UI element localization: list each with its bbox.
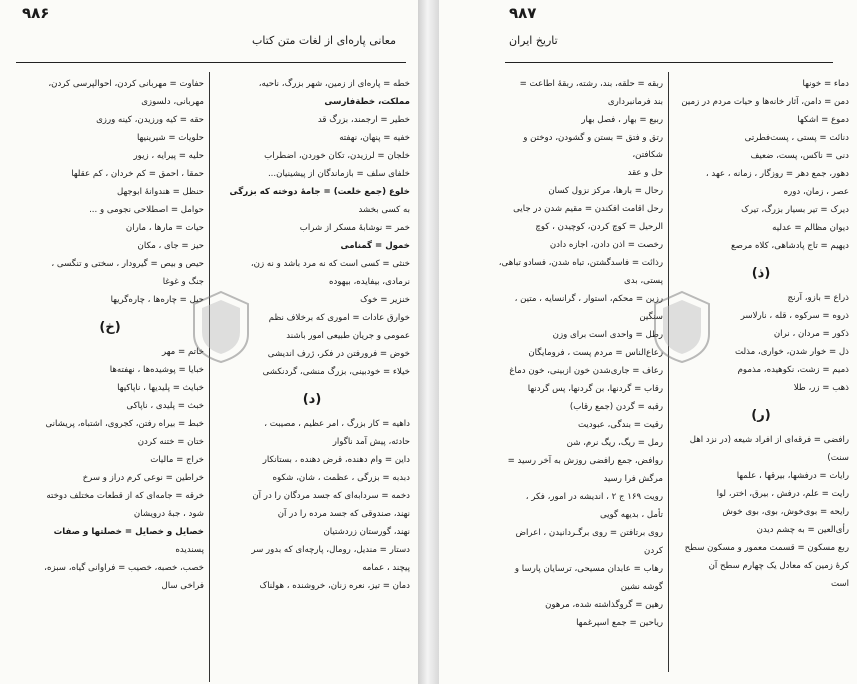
glossary-entry: خبایا = پوشیده‌ها ، نهفته‌ها xyxy=(109,365,204,375)
glossary-entry: حفاوت = مهربانی کردن، احوالپرسی کردن، xyxy=(48,79,204,89)
glossary-entry: حمقا ، احمق = کم خردان ، کم عقلها xyxy=(71,169,204,179)
glossary-entry: خلجان = لرزیدن، تکان خوردن، اضطراب xyxy=(264,151,410,161)
glossary-entry: حل و عقد xyxy=(627,168,663,178)
glossary-entry: رزین = محکم، استوار ، گرانسایه ، متین ، xyxy=(514,294,663,304)
glossary-entry: داین = وام دهنده، قرض دهنده ، بستانکار xyxy=(262,455,410,465)
glossary-entry: خراطین = نوعی کرم دراز و سرخ xyxy=(82,473,204,483)
glossary-entry: خنزیر = خوک xyxy=(360,295,410,305)
glossary-entry: خاتم = مهر xyxy=(161,347,204,357)
glossary-entry: حنظل = هندوانهٔ ابوجهل xyxy=(116,187,204,197)
glossary-entry: مرگش فرا رسید xyxy=(603,474,663,484)
glossary-entry: خوض = فرورفتن در فکر، ژرف اندیشی xyxy=(267,349,410,359)
glossary-entry: سنت) xyxy=(827,453,849,463)
glossary-entry: خراج = مالیات xyxy=(150,455,204,465)
glossary-entry: سنگین xyxy=(639,312,663,322)
glossary-entry: است xyxy=(830,579,849,589)
glossary-entry: دبدبه = بزرگی ، عظمت ، شان، شکوه xyxy=(272,473,410,483)
book-gutter xyxy=(418,0,439,684)
glossary-entry: حیز = جای ، مکان xyxy=(137,241,204,251)
glossary-entry: خبایث = پلیدیها ، ناپاکیها xyxy=(117,383,204,393)
glossary-entry: ختان = ختنه کردن xyxy=(137,437,204,447)
glossary-entry: ذکور = مردان ، نران xyxy=(773,329,849,339)
glossary-entry: رویت ۱۶۹ ج ۲ ، اندیشه در امور، فکر ، xyxy=(525,492,663,502)
glossary-entry: خطه = پاره‌ای از زمین، شهر بزرگ، ناحیه، xyxy=(258,79,410,89)
glossary-entry: خلوع (جمع خلعت) = جامهٔ دوخته که بزرگی xyxy=(229,187,410,197)
glossary-entry: رذائت = فاسدگشتن، تباه شدن، فسادو تباهی، xyxy=(498,258,663,268)
glossary-entry: حقه = کیه ورزیدن، کینه ورزی xyxy=(96,115,204,125)
glossary-entry: خصب، خصبه، خصیب = فراوانی گیاه، سبزه، xyxy=(44,563,204,573)
glossary-entry: شود ، جبهٔ درویشان xyxy=(133,509,204,519)
left-page xyxy=(0,0,418,684)
glossary-entry: رطل = واحدی است برای وزن xyxy=(552,330,663,340)
glossary-entry: رخصت = اذن دادن، اجازه دادن xyxy=(549,240,663,250)
glossary-entry: ذروه = سرکوه ، قله ، نارلاسر xyxy=(740,311,849,321)
glossary-entry: ریاحین = جمع اسپرغمها xyxy=(576,618,663,628)
section-heading-re: (ر) xyxy=(751,408,771,423)
glossary-entry: دمان = تیز، نعره زنان، خروشنده ، هولناک xyxy=(259,581,410,591)
glossary-entry: عمومی و جریان طبیعی امور باشند xyxy=(286,331,410,341)
glossary-entry: رقبه = گردن (جمع رقاب) xyxy=(569,402,663,412)
glossary-entry: روافض، جمع رافضی روزش به آخر رسید = xyxy=(507,456,663,466)
glossary-entry: روی برتافتن = روی برگـردانیدن ، اعراض xyxy=(515,528,663,538)
glossary-entry: خلفای سلف = بازماندگان از پیشینیان... xyxy=(267,169,410,179)
glossary-entry: دنائت = پستی ، پست‌فطرتی xyxy=(744,133,849,143)
section-heading-dal: (د) xyxy=(302,392,322,407)
glossary-entry: حوامل = اصطلاحی نجومی و ... xyxy=(89,205,204,215)
glossary-entry: جنگ و غوغا xyxy=(162,277,204,287)
glossary-entry: دمن = دامن، آثار خانه‌ها و حیات مردم در زمین xyxy=(681,97,849,107)
glossary-entry: رعاع‌الناس = مردم پست ، فرومایگان xyxy=(528,348,663,358)
glossary-entry: حادثه، پیش آمد ناگوار xyxy=(332,437,410,447)
glossary-entry: مملکت، خطةفارسی xyxy=(324,97,410,107)
glossary-entry: کرهٔ زمین که معادل یک چهارم سطح آن xyxy=(708,561,849,571)
glossary-entry: رتق و فتق = بستن و گشودن، دوختن و شکافتن، xyxy=(523,133,663,160)
glossary-entry: خوارق عادات = اموری که برخلاف نظم xyxy=(268,313,410,323)
glossary-entry: عصر ، زمان، دوره xyxy=(783,187,849,197)
glossary-entry: ذهب = زر، طلا xyxy=(793,383,849,393)
glossary-entry: دخمه = سردابه‌ای که جسد مردگان را در آن xyxy=(252,491,410,501)
glossary-entry: پیچند ، عمامه xyxy=(362,563,410,573)
glossary-entry: داهیه = کار بزرگ ، امر عظیم ، مصیبت ، xyxy=(264,419,410,429)
glossary-entry: رمل = ریگ، ریگ نرم، شن xyxy=(566,438,663,448)
left-page-number: ۹۸۶ xyxy=(22,4,50,22)
glossary-entry: ربیع = بهار ، فصل بهار xyxy=(581,115,663,125)
glossary-entry: رایت = علم، درفش ، بیرق، اختر، لوا xyxy=(716,489,849,499)
glossary-entry: نهند، صندوقی که جسد مرده را در آن xyxy=(277,509,410,519)
glossary-entry: خرقه = جامه‌ای که از قطعات مختلف دوخته xyxy=(46,491,204,501)
left-page-left-column xyxy=(16,76,204,596)
glossary-entry: نهند، گورستان زردشتیان xyxy=(323,527,410,537)
glossary-entry: دیهیم = تاج پادشاهی، کلاه مرصع xyxy=(731,241,849,251)
glossary-entry: خفیه = پنهان، نهفته xyxy=(339,133,410,143)
glossary-entry: خیلاء = خودبینی، بزرگ منشی، گردنکشی xyxy=(262,367,410,377)
glossary-entry: دنی = ناکس، پست، ضعیف xyxy=(750,151,849,161)
left-column-divider xyxy=(209,72,210,682)
right-page-left-column xyxy=(491,76,663,633)
glossary-entry: به کسی بخشد xyxy=(358,205,410,215)
glossary-entry: رافضی = فرقه‌ای از افراد شیعه (در نزد اهل xyxy=(689,435,849,445)
glossary-entry: حیات = مارها ، ماران xyxy=(125,223,204,233)
glossary-entry: دماء = خونها xyxy=(802,79,849,89)
glossary-entry: رهاب = عابدان مسیحی، ترسایان پارسا و xyxy=(514,564,663,574)
glossary-entry: حلیه = پیرایه ، زیور xyxy=(133,151,204,161)
glossary-entry: خطیر = ارجمند، بزرگ قد xyxy=(317,115,410,125)
glossary-entry: رحل اقامت افکندن = مقیم شدن در جایی xyxy=(513,204,663,214)
right-page-number: ۹۸۷ xyxy=(509,4,537,22)
glossary-entry: ربع مسکون = قسمت معمور و مسکون سطح xyxy=(684,543,849,553)
glossary-entry: ذراع = بازو، آرنج xyxy=(787,293,849,303)
glossary-entry: خبط = بیراه رفتن، کجروی، اشتباه، پریشانی xyxy=(45,419,204,429)
glossary-entry: دموع = اشکها xyxy=(797,115,849,125)
glossary-entry: رایات = درفشها، بیرقها ، علمها xyxy=(736,471,849,481)
glossary-entry: رأی‌العین = به چشم دیدن xyxy=(756,525,849,535)
glossary-entry: تأمل ، بدیهه گویی xyxy=(599,510,663,520)
glossary-entry: نرمادی، بیفایده، بیهوده xyxy=(329,277,410,287)
glossary-entry: خبث = پلیدی ، ناپاکی xyxy=(126,401,204,411)
right-page xyxy=(439,0,857,684)
glossary-entry: رقاب = گردنها، بن گردنها، پس گردنها xyxy=(527,384,663,394)
glossary-entry: ربقه = حلقه، بند، رشته، ربقهٔ اطاعت = xyxy=(519,79,663,89)
glossary-entry: رعاف = جاری‌شدن خون ازبینی، خون دماغ xyxy=(509,366,663,376)
glossary-entry: بند فرمانبرداری xyxy=(607,97,663,107)
section-heading-khe: (خ) xyxy=(99,320,121,335)
glossary-entry: خمر = نوشابهٔ مسکر از شراب xyxy=(299,223,410,233)
right-running-title: تاریخ ایران xyxy=(509,34,558,47)
library-seal-watermark xyxy=(190,290,252,364)
glossary-entry: کردن xyxy=(644,546,663,556)
library-seal-watermark xyxy=(651,290,713,364)
glossary-entry: دهور، جمع دهر = روزگار ، زمانه ، عهد ، xyxy=(705,169,849,179)
glossary-entry: گوشه نشین xyxy=(620,582,663,592)
glossary-entry: حیص و بیص = گیرودار ، سختی و تنگسی ، xyxy=(51,259,204,269)
section-heading-zal: (ذ) xyxy=(751,266,771,281)
glossary-entry: رهین = گروگذاشته شده، مرهون xyxy=(545,600,663,610)
right-column-divider xyxy=(668,72,669,672)
glossary-entry: دیرک = تیر بسیار بزرگ، تیرک xyxy=(741,205,849,215)
glossary-entry: پستی، بدی xyxy=(624,276,663,286)
right-header-rule xyxy=(505,62,833,63)
glossary-entry: دیوان مظالم = عدلیه xyxy=(772,223,849,233)
glossary-entry: رقیت = بندگی، عبودیت xyxy=(577,420,663,430)
glossary-entry: ذمیم = زشت، نکوهیده، مذموم xyxy=(737,365,849,375)
glossary-entry: حیل = چاره‌ها ، چاره‌گریها xyxy=(110,295,204,305)
glossary-entry: رایحه = بوی‌خوش، بوی، بوی خوش xyxy=(722,507,849,517)
glossary-entry: ذل = خوار شدن، خواری، مذلت xyxy=(735,347,849,357)
glossary-entry: دستار = مندیل، رومال، پارچه‌ای که بدور سر xyxy=(251,545,410,555)
glossary-entry: الرحیل = کوچ کردن، کوچیدن ، کوچ xyxy=(535,222,663,232)
glossary-entry: خنثی = کسی است که نه مرد باشد و نه زن، xyxy=(250,259,410,269)
glossary-entry: مهربانی، دلسوزی xyxy=(141,97,204,107)
left-header-rule xyxy=(16,62,406,63)
glossary-entry: خصایل و خصایل = خصلتها و صفات xyxy=(53,527,204,537)
glossary-entry: فراخی سال xyxy=(161,581,204,591)
glossary-entry: حلویات = شیرینیها xyxy=(136,133,204,143)
glossary-entry: رحال = بارها، مرکز نزول کسان xyxy=(548,186,663,196)
glossary-entry: خمول = گمنامی xyxy=(340,241,410,251)
left-running-title: معانی پاره‌ای از لغات متن کتاب xyxy=(252,34,396,47)
glossary-entry: پسندیده xyxy=(175,545,204,555)
